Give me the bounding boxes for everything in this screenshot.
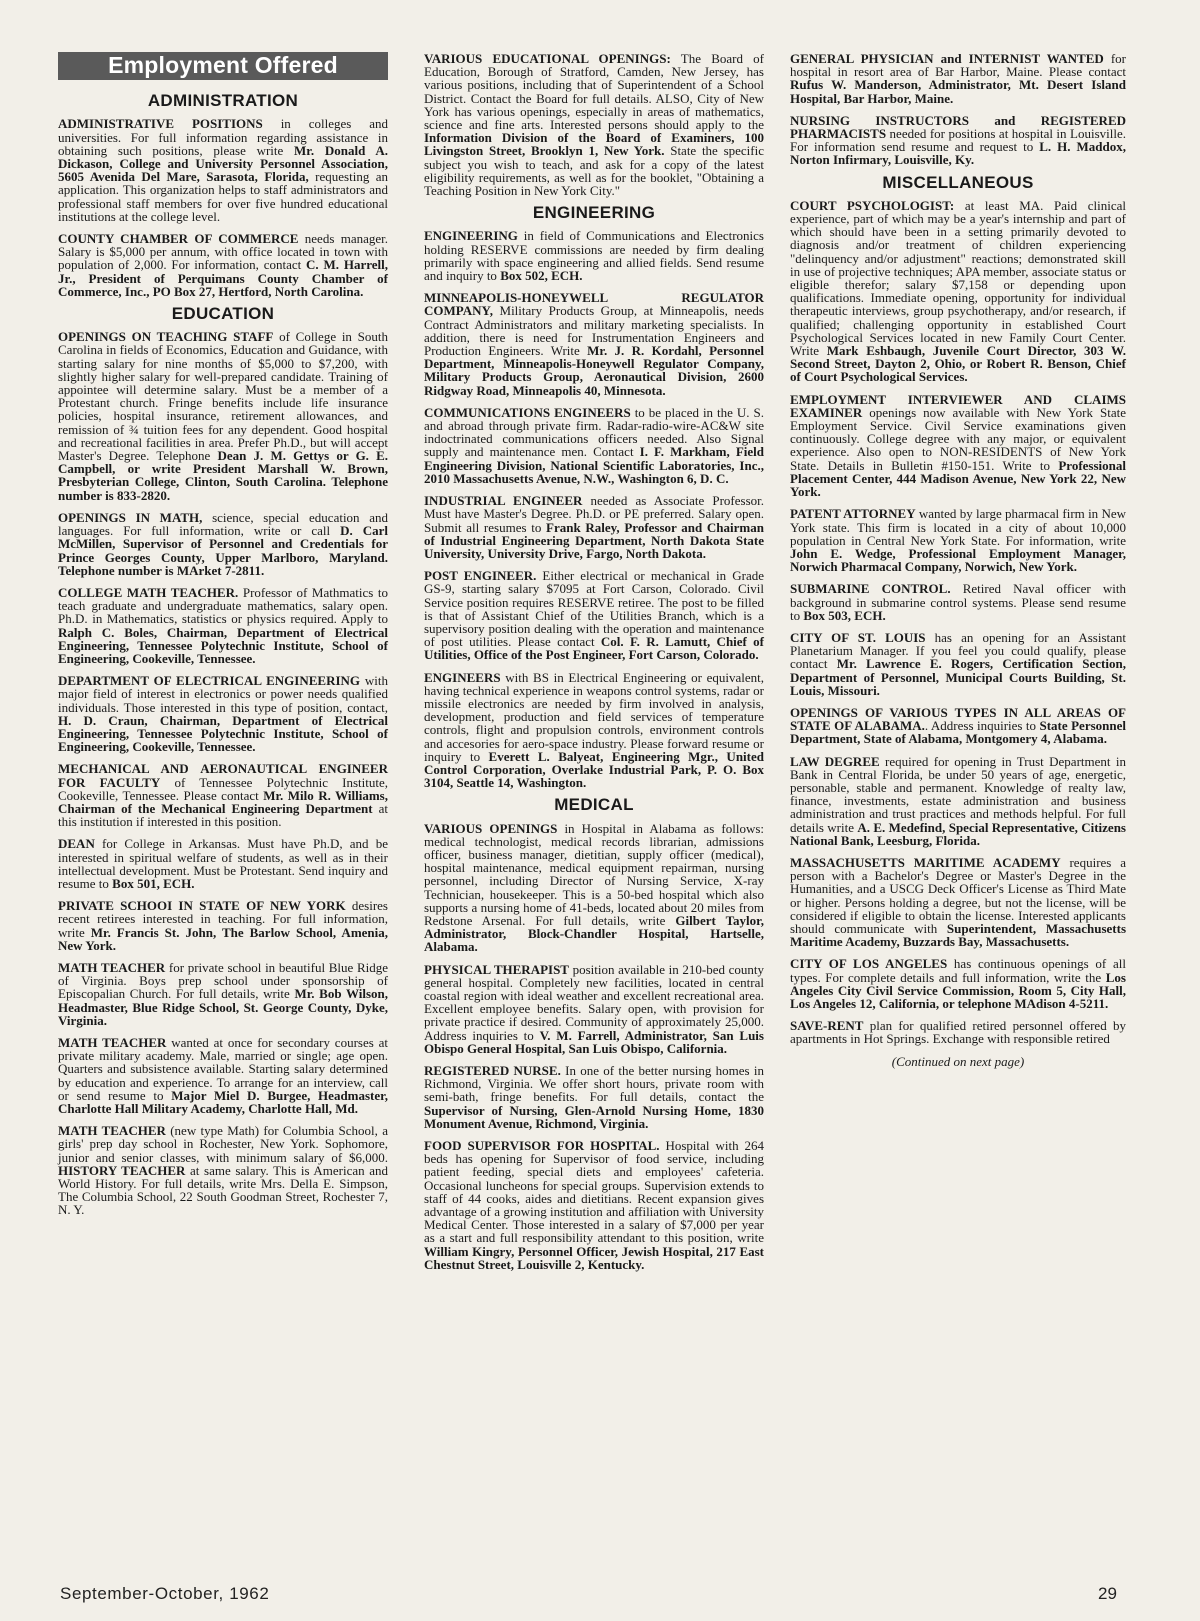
- listing-text: science, special education and languages. For full information, write or call: [58, 509, 388, 539]
- listing-lead: DEAN: [58, 836, 95, 852]
- listing-item: [424, 1139, 764, 1271]
- listing-text: needs manager. Salary is $5,000 per annum, with office located in town with population of 2,000. For information, contact: [58, 231, 388, 273]
- listing-text: for hospital in resort area of Bar Harbor, Maine. Please contact: [790, 51, 1126, 80]
- listing-item: [790, 52, 1126, 105]
- listing-contact: Col. F. R. Lamutt, Chief of Utilities, Office of the Post Engineer, Fort Carson, Colorado.: [424, 634, 764, 663]
- listing-contact: Mr. Francis St. John, The Barlow School, Amenia, New York.: [58, 924, 389, 953]
- listing-item: [58, 117, 388, 223]
- listing-item: [424, 406, 764, 485]
- listing-contact: A. E. Medefind, Special Representative, Citizens National Bank, Leesburg, Florida.: [790, 819, 1126, 848]
- listing-item: [790, 582, 1126, 622]
- column-3: [790, 52, 1126, 1068]
- listing-lead: VARIOUS OPENINGS: [424, 820, 558, 836]
- listing-contact: Ralph C. Boles, Chairman, Department of Electrical Engineering, Tennessee Polytechnic Institute, School of Engineering, Cookeville, Tennessee.: [58, 624, 388, 666]
- listing-contact: Gilbert Taylor, Administrator, Block-Chandler Hospital, Hartselle, Alabama.: [424, 912, 764, 955]
- listing-contact: D. Carl McMillen, Supervisor of Personnel and Credentials for Prince Georges County, Upper Marlboro, Maryland. Telephone number is MArket 7-2811.: [58, 523, 388, 578]
- listing-contact: Mr. J. R. Kordahl, Personnel Department, Minneapolis-Honeywell Regulator Company, Military Products Group, Aeronautical Division, 2600 Ridgway Road, Minneapolis 40, Minnesota.: [424, 343, 764, 398]
- listing-contact: Los Angeles City Civil Service Commission, Room 5, City Hall, Los Angeles 12, California, or telephone MAdison 4-5211.: [790, 969, 1126, 1011]
- listing-lead: ADMINISTRATIVE POSITIONS: [58, 116, 263, 132]
- listing-lead: MECHANICAL AND AERONAUTICAL ENGINEER FOR FACULTY: [58, 761, 388, 790]
- listing-item: [790, 957, 1126, 1010]
- listing-text: Retired Naval officer with background in submarine control systems. Please send resume to: [790, 581, 1127, 623]
- list-miscellaneous: [790, 199, 1126, 1046]
- listing-item: [790, 199, 1126, 384]
- continued-note: (Continued on next page): [891, 1053, 1025, 1069]
- listing-lead: OPENINGS IN MATH,: [58, 509, 203, 525]
- listing-item: [58, 1036, 388, 1115]
- listing-lead: SAVE-RENT: [790, 1018, 864, 1034]
- listing-contact: I. F. Markham, Field Engineering Division, National Scientific Laboratories, Inc., 2010 Massachusetts Avenue, N.W., Washington 6, D. C.: [424, 444, 764, 486]
- listing-contact: Information Division of the Board of Examiners, 100 Livingston Street, Brooklyn 1, New York.: [424, 130, 764, 159]
- listing-lead: INDUSTRIAL ENGINEER: [424, 493, 583, 509]
- listing-text: has an opening for an Assistant Planetarium Manager. If you feel you could qualify, please contact: [790, 629, 1126, 672]
- listing-contact: Frank Raley, Professor and Chairman of Industrial Engineering Department, North Dakota State University, University Drive, Fargo, North Dakota.: [424, 519, 764, 561]
- listing-item: [424, 291, 764, 397]
- listing-tail: at this institution if interested in this position.: [58, 800, 388, 830]
- listing-item: [424, 52, 764, 197]
- column-2: [424, 52, 764, 1280]
- list-medical-continued: [790, 52, 1126, 167]
- section-engineering: ENGINEERING: [532, 203, 656, 223]
- listing-text: needed as Associate Professor. Must have Master's Degree. Ph.D. or PE preferred. Salary open. Submit all resumes to: [424, 493, 764, 535]
- listing-contact: Dean J. M. Gettys or G. E. Campbell, or write President Marshall W. Brown, Presbyterian College, Clinton, South Carolina. Telephone number is 833-2820.: [58, 448, 389, 503]
- listing-text: wanted by large pharmacal firm in New York state. This firm is located in a city of about 10,000 population in Central New York State. For information, write: [790, 506, 1126, 548]
- list-education: [58, 330, 388, 1216]
- listing-text: Hospital with 264 beds has opening for Supervisor of food service, including patient feeding, special diets and employees' cafeteria. Occasional luncheons for special groups. Supervision extends to staff of 44 cooks, aides and dietitians. Recent expansion gives advantage of a growing institution and affiliation with University Medical Center. Those interested in a salary of $7,000 per year as a start and full responsibility attendant to this position, write: [424, 1138, 764, 1246]
- listing-contact: Superintendent, Massachusetts Maritime Academy, Buzzards Bay, Massachusetts.: [790, 920, 1126, 950]
- listing-lead: DEPARTMENT OF ELECTRICAL ENGINEERING: [58, 673, 361, 689]
- listing-text: plan for qualified retired personnel offered by apartments in Hot Springs. Exchange with responsible retired: [790, 1018, 1126, 1047]
- listing-lead: CITY OF LOS ANGELES: [790, 956, 948, 972]
- listing-contact: John E. Wedge, Professional Employment Manager, Norwich Pharmacal Company, Norwich, New York.: [790, 545, 1126, 575]
- listing-item: [58, 1124, 388, 1216]
- listing-item: [424, 963, 764, 1055]
- listing-lead: MINNEAPOLIS-HONEYWELL REGULATOR COMPANY,: [424, 290, 764, 319]
- listing-text: Military Products Group, at Minneapolis, needs Contract Administrators and military marketing specialists. In addition, there is need for Instrumentation Engineers and Production Engineers. Write: [424, 303, 764, 359]
- listing-lead: NURSING INSTRUCTORS and REGISTERED PHARMACISTS: [790, 112, 1126, 142]
- listing-text: of Tennessee Polytechnic Institute, Cookeville, Tennessee. Please contact: [58, 774, 388, 803]
- listing-lead: PRIVATE SCHOOI IN STATE OF NEW YORK: [58, 898, 346, 914]
- listing-lead: PATENT ATTORNEY: [790, 506, 916, 522]
- listing-contact: Mr. Donald A. Dickason, College and University Personnel Association, 5605 Avenida Del Mare, Sarasota, Florida,: [58, 142, 388, 185]
- listing-text: (new type Math) for Columbia School, a girls' prep day school in Rochester, New York. Sophomore, junior and senior classes, with minimum salary of $6,000.: [58, 1123, 388, 1165]
- listing-text: The Board of Education, Borough of Stratford, Camden, New Jersey, has various positions, including that of Superintendent of a School District. Contact the Board for full details. ALSO, City of New York has various openings, especially in areas of mathematics, science and fine arts. Interested persons should apply to the: [424, 51, 765, 133]
- listing-item: [790, 706, 1126, 746]
- listing-lead: FOOD SUPERVISOR FOR HOSPITAL.: [424, 1138, 660, 1154]
- listing-item: [424, 494, 764, 560]
- listing-text: for College in Arkansas. Must have Ph.D, and be interested in spiritual welfare of students, as well as in their intellectual development. Must be Protestant. Send inquiry and resume to: [58, 836, 388, 891]
- listing-lead: COUNTY CHAMBER OF COMMERCE: [58, 231, 299, 247]
- listing-text: in field of Communications and Electronics holding RESERVE commissions are needed by firm dealing primarily with space engineering and allied fields. Send resume and inquiry to: [424, 228, 764, 284]
- listing-lead: COLLEGE MATH TEACHER.: [58, 584, 239, 600]
- listing-item: [58, 762, 388, 828]
- listing-item: [790, 755, 1126, 847]
- listing-contact: V. M. Farrell, Administrator, San Luis Obispo General Hospital, San Luis Obispo, California.: [424, 1027, 764, 1056]
- listing-text: in colleges and universities. For full information regarding assistance in obtaining such positions, please write: [58, 116, 388, 158]
- listing-item: [790, 1019, 1126, 1045]
- listing-item: [424, 671, 764, 790]
- issue-date: September-October, 1962: [60, 1584, 270, 1603]
- listing-lead: EMPLOYMENT INTERVIEWER AND CLAIMS EXAMINER: [790, 391, 1126, 420]
- listing-item: [58, 511, 388, 577]
- listing-text: wanted at once for secondary courses at private military academy. Male, married or single; age open. Quarters and subsistence available. Starting salary determined by education and experience. To arrange for an interview, call or send resume to: [58, 1035, 389, 1103]
- listing-lead: OPENINGS ON TEACHING STAFF: [58, 329, 274, 345]
- listing-tail: at same salary. This is American and World History. For full details, write Mrs. Della E. Simpson, The Columbia School, 22 South Goodman Street, Rochester 7, N. Y.: [58, 1162, 388, 1218]
- listing-lead: GENERAL PHYSICIAN and INTERNIST WANTED: [790, 51, 1104, 66]
- listing-lead: COMMUNICATIONS ENGINEERS: [424, 404, 631, 420]
- listing-contact: Mark Eshbaugh, Juvenile Court Director, 303 W. Second Street, Dayton 2, Ohio, or Robert R. Benson, Chief of Court Psychological Services.: [790, 343, 1127, 385]
- listing-contact: Mr. Bob Wilson, Headmaster, Blue Ridge School, St. George County, Dyke, Virginia.: [58, 986, 388, 1028]
- listing-item: [790, 393, 1126, 499]
- page-header: Employment Offered: [58, 52, 388, 80]
- listing-contact: Rufus W. Manderson, Administrator, Mt. Desert Island Hospital, Bar Harbor, Maine.: [790, 77, 1126, 106]
- listing-item: [424, 822, 764, 954]
- page-number: 29: [1098, 1584, 1117, 1603]
- listing-item: [58, 961, 388, 1027]
- listing-text: position available in 210-bed county general hospital. Completely new facilities, located in central coastal region with ideal weather and excellent recreational area. Excellent employee benefits. Salary open, with provision for private practice if desired. Community of approximately 25,000. Address inquiries to: [424, 961, 764, 1043]
- listing-contact: H. D. Craun, Chairman, Department of Electrical Engineering, Tennessee Polytechnic Institute, School of Engineering, Cookeville, Tennessee.: [58, 712, 388, 755]
- listing-tail: State the specific subject you wish to teach, and ask for a copy of the latest eligibility requirements, as well as for the booklet, "Obtaining a Teaching Position in New York City.": [424, 143, 764, 199]
- section-miscellaneous: MISCELLANEOUS: [882, 172, 1034, 192]
- section-education: EDUCATION: [171, 304, 275, 324]
- listing-lead: REGISTERED NURSE.: [424, 1063, 561, 1079]
- listing-contact: Mr. Milo R. Williams, Chairman of the Mechanical Engineering Department: [58, 787, 388, 816]
- listing-contact: Box 501, ECH.: [112, 875, 195, 891]
- listing-contact: Everett L. Balyeat, Engineering Mgr., United Control Corporation, Overlake Industrial Park, P. O. Box 3104, Seattle 14, Washington.: [424, 748, 764, 791]
- listing-contact: Supervisor of Nursing, Glen-Arnold Nursing Home, 1830 Monument Avenue, Richmond, Virginia.: [424, 1102, 764, 1131]
- listing-lead: MASSACHUSETTS MARITIME ACADEMY: [790, 854, 1061, 870]
- listing-contact: C. M. Harrell, Jr., President of Perquimans County Chamber of Commerce, Inc., PO Box 27, Hertford, North Carolina.: [58, 257, 388, 299]
- listing-lead: MATH TEACHER: [58, 1123, 166, 1139]
- listing-text: with BS in Electrical Engineering or equivalent, having technical experience in weapons control systems, radar or missile electronics are needed by firm involved in analysis, development, production and field services of temperature controls, flight and propulsion controls, environment controls and accesories for aero-space industry. Please forward resume or inquiry to: [424, 669, 764, 764]
- listing-text: of College in South Carolina in fields of Economics, Education and Guidance, with starting salary for nine months of $5,000 to $7,200, with slightly higher salary for well-prepared candidate. Training of appointee will determine salary. Must be a member of a Protestant church. Fringe benefits include life insurance policies, hospital insurance, retirement allowances, and remission of ¾ tuition fees for any dependent. Good hospital and recreational facilities in area. Prefer Ph.D., but will accept Master's Degree. Telephone: [58, 329, 388, 464]
- listing-item: [424, 569, 764, 661]
- listing-text: required for opening in Trust Department in Bank in Central Florida, be under 50 years of age, energetic, personable, stable and permanent. Knowledge of realty law, finance, investments, estate administration and business administration and trust practices and methods helpful. For full details write: [790, 753, 1126, 835]
- listing-lead: OPENINGS OF VARIOUS TYPES IN ALL AREAS OF STATE OF ALABAMA.: [790, 704, 1126, 734]
- listing-contact: Professional Placement Center, 444 Madison Avenue, New York 22, New York.: [790, 457, 1126, 500]
- listing-lead: COURT PSYCHOLOGIST:: [790, 197, 955, 213]
- listing-text: Professor of Mathmatics to teach graduate and undergraduate mathematics, salary open. Ph.D. in Mathematics, statistics or physics required. Apply to: [58, 584, 389, 627]
- listing-lead: ENGINEERS: [424, 669, 501, 685]
- listing-item: [790, 507, 1126, 573]
- listing-item: [790, 856, 1126, 948]
- listing-item: [58, 837, 388, 890]
- listing-contact: William Kingry, Personnel Officer, Jewish Hospital, 217 East Chestnut Street, Louisville 2, Kentucky.: [424, 1243, 764, 1272]
- listing-lead: SUBMARINE CONTROL.: [790, 581, 951, 597]
- listing-lead: ENGINEERING: [424, 228, 518, 244]
- listing-lead: MATH TEACHER: [58, 959, 166, 975]
- listing-contact: Mr. Lawrence E. Rogers, Certification Section, Department of Personnel, Municipal Courts Building, St. Louis, Missouri.: [790, 656, 1126, 698]
- listing-text: In one of the better nursing homes in Richmond, Virginia. We offer short hours, private room with semi-bath, fringe benefits. For full details, contact the: [424, 1063, 764, 1105]
- listing-text: for private school in beautiful Blue Ridge of Virginia. Boys prep school under sponsorship of Episcopalian Church. For full details, write: [58, 959, 388, 1002]
- listing-item: [58, 674, 388, 753]
- listing-item: [424, 1064, 764, 1130]
- list-education-continued: [424, 52, 764, 197]
- listing-item: [424, 229, 764, 282]
- listing-tail: requesting an application. This organization helps to staff administrators and professional staff members for over five hundred educational institutions at the college level.: [58, 169, 388, 224]
- list-engineering: [424, 229, 764, 789]
- listing-item: [58, 330, 388, 502]
- listing-text: with major field of interest in electronics or power needs qualified individuals. Those interested in this type of position, contact,: [58, 673, 388, 715]
- listing-text: at least MA. Paid clinical experience, part of which may be a year's internship and part of which should have been in a setting primarily devoted to diagnosis and/or treatment of children experiencing "delinquency and/or adjustment" reactions; demonstrated skill in use of projective techniques; APA member, associate status or eligible therefor; salary $7,158 or depending upon qualifications. Immediate opening, opportunity for individual therapeutic interviews, group psychotherapy, and/or research, if qualified; challenging opportunity in established Court Psychological Services located in new Family Court Center. Write: [790, 197, 1126, 359]
- listing-text: . Address inquiries to: [924, 718, 1040, 734]
- listing-item: [790, 114, 1126, 167]
- listing-lead: PHYSICAL THERAPIST: [424, 961, 569, 977]
- listing-lead: CITY OF ST. LOUIS: [790, 629, 926, 645]
- listing-contact: L. H. Maddox, Norton Infirmary, Louisville, Ky.: [790, 139, 1126, 168]
- list-administration: [58, 117, 388, 298]
- listing-lead: MATH TEACHER: [58, 1035, 167, 1050]
- list-medical: [424, 822, 764, 1272]
- section-administration: ADMINISTRATION: [147, 91, 299, 111]
- listing-text: to be placed in the U. S. and abroad through private firm. Radar-radio-wire-AC&W site indoctrinated communications officers needed. Also Signal supply and maintenance men. Contact: [424, 404, 764, 460]
- listing-text: requires a person with a Bachelor's Degree or Master's Degree in the Humanities, and a USCG Deck Officer's License as Third Mate or higher. Persons holding a degree, but not the license, will be considered if eligible to obtain the license. Interested applicants should communicate with: [790, 854, 1127, 936]
- listing-text: Either electrical or mechanical in Grade GS-9, starting salary $7095 at Fort Carson, Colorado. Civil Service position requires RESERVE retiree. The post to be filled is that of Assistant Chief of the Utilities Branch, which is a supervisory position dealing with the operation and maintenance of post utilities. Please contact: [424, 568, 764, 650]
- listing-text: in Hospital in Alabama as follows: medical technologist, medical records librarian, admissions officer, business manager, dietitian, supply officer (medical), hospital maintenance, medical equipment repairman, nursing personnel, including Director of Nursing Service, X-ray Technician, housekeeper. This is a 50-bed hospital which also supports a nursing home of 41-beds, located about 20 miles from Redstone Arsenal. For full details, write: [424, 820, 764, 928]
- listing-lead: VARIOUS EDUCATIONAL OPENINGS:: [424, 51, 671, 66]
- listing-item: [58, 586, 388, 665]
- listing-contact: HISTORY TEACHER: [58, 1162, 186, 1178]
- listing-text: has continuous openings of all types. For complete details and full information, write the: [790, 956, 1126, 985]
- listing-item: [58, 232, 388, 298]
- listing-contact: Box 502, ECH.: [500, 268, 583, 284]
- listing-text: needed for positions at hospital in Louisville. For information send resume and request to: [790, 126, 1126, 155]
- listing-text: openings now available with New York State Employment Service. Civil Service examinations given continuously. College degree with any major, or equivalent experience. Also open to NON-RESIDENTS of New York State. Details in Bulletin #150-151. Write to: [790, 404, 1126, 473]
- section-medical: MEDICAL: [554, 795, 634, 815]
- listing-contact: State Personnel Department, State of Alabama, Montgomery 4, Alabama.: [790, 718, 1127, 747]
- listing-item: [58, 899, 388, 952]
- column-1: [58, 52, 388, 1226]
- listing-contact: Major Miel D. Burgee, Headmaster, Charlotte Hall Military Academy, Charlotte Hall, Md.: [58, 1087, 388, 1117]
- listing-item: [790, 631, 1126, 697]
- listing-text: desires recent retirees interested in teaching. For full information, write: [58, 898, 388, 940]
- listing-lead: POST ENGINEER.: [424, 568, 537, 584]
- listing-lead: LAW DEGREE: [790, 753, 880, 769]
- listing-contact: Box 503, ECH.: [803, 607, 886, 623]
